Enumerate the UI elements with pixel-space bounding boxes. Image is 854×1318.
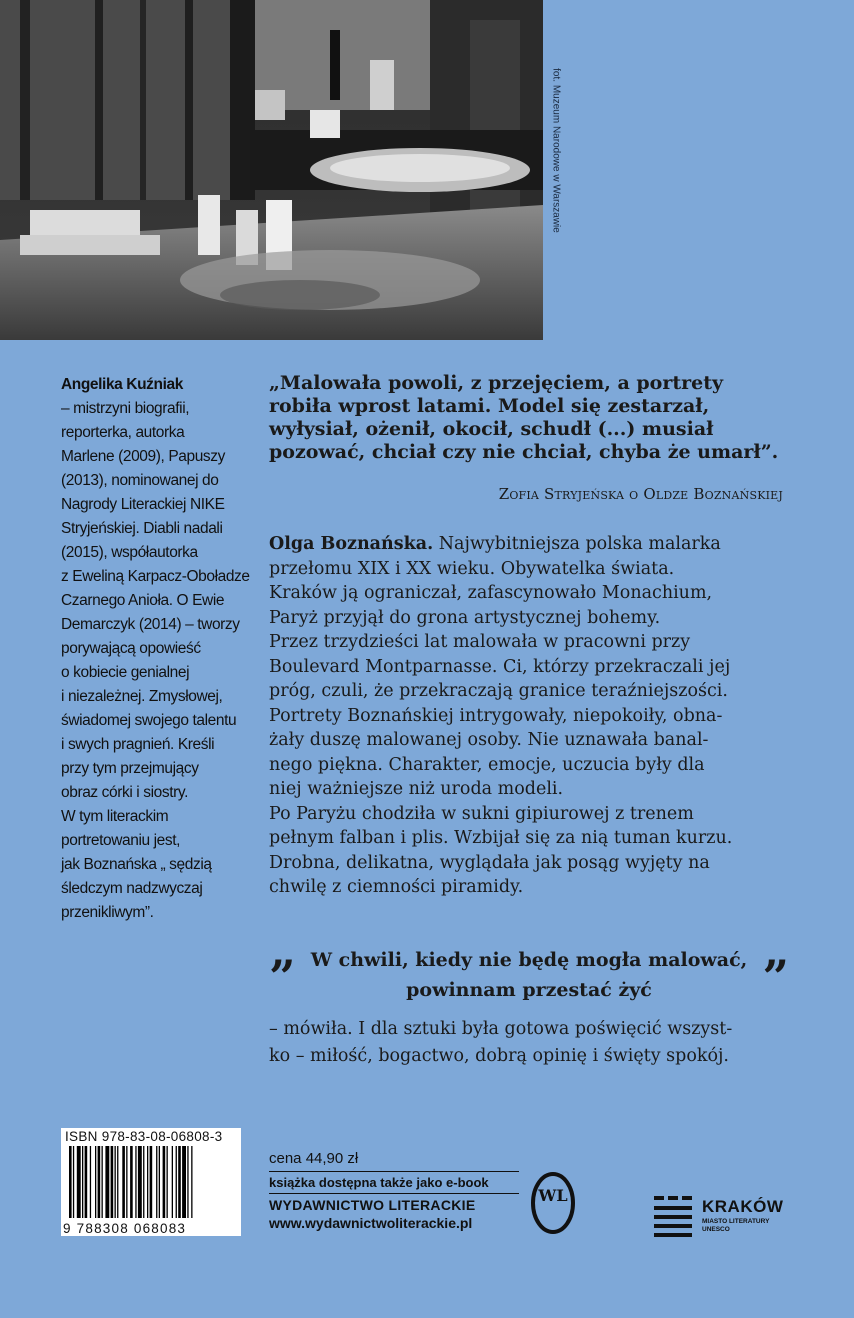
description-line: Kraków ją ograniczał, zafascynowało Monachium, [269, 583, 713, 603]
barcode-bar [156, 1146, 157, 1218]
bio-line: i swych pragnień. Kreśli [61, 736, 215, 753]
barcode-bar [176, 1146, 177, 1218]
boznanska-quote [269, 946, 789, 1006]
description-line: żały duszę malowanej osoby. Nie uznawała banal- [269, 730, 709, 750]
quote-line: pozować, chciał czy nie chciał, chyba że umarł”. [269, 441, 779, 463]
krakow-title: KRAKÓW [702, 1197, 784, 1216]
bio-line: i niezależnej. Zmysłowej, [61, 688, 223, 705]
ebook-note: książka dostępna także jako e-book [269, 1172, 519, 1194]
barcode-bar [163, 1146, 166, 1218]
publisher-info [269, 1150, 519, 1232]
barcode-bar [187, 1146, 188, 1218]
isbn-digits: 9 788308 068083 [63, 1221, 187, 1236]
bio-line: jak Boznańska „ sędzią [61, 856, 212, 873]
barcode-bar [130, 1146, 133, 1218]
tail-line: – mówiła. I dla sztuki była gotowa poświęcić wszyst- [269, 1019, 733, 1039]
barcode-bar [122, 1146, 125, 1218]
isbn-label: ISBN 978-83-08-06808-3 [65, 1129, 223, 1144]
author-name: Angelika Kuźniak [61, 376, 183, 393]
photo-credit-text: fot. Muzeum Narodowe w Warszawie [550, 68, 562, 233]
tail-line: ko – miłość, bogactwo, dobrą opinię i święty spokój. [269, 1046, 729, 1066]
barcode-bar [85, 1146, 88, 1218]
barcode-bar [105, 1146, 109, 1218]
bio-line: – mistrzyni biografii, [61, 400, 190, 417]
barcode-bar [73, 1146, 74, 1218]
barcode-bar [159, 1146, 160, 1218]
bio-line: Marlene (2009), Papuszy [61, 448, 225, 465]
barcode-bar [90, 1146, 91, 1218]
bio-line: (2013), nominowanej do [61, 472, 219, 489]
description-line: niej ważniejsze niż uroda modeli. [269, 779, 564, 799]
bio-line: Nagrody Literackiej NIKE [61, 496, 225, 513]
description-line: Najwybitniejsza polska malarka [433, 534, 721, 554]
barcode-bar [115, 1146, 116, 1218]
bio-line: śledczym nadzwyczaj [61, 880, 203, 897]
close-quote-mark: ” [762, 950, 789, 1004]
description-line: Portrety Boznańskiej intrygowały, niepokoiły, obna- [269, 705, 723, 726]
barcode-bar [135, 1146, 136, 1218]
bio-line: Stryjeńskiej. Diabli nadali [61, 520, 223, 537]
publisher-name: WYDAWNICTWO LITERACKIE [269, 1197, 476, 1213]
barcode-bar [69, 1146, 72, 1218]
description-lead: Olga Boznańska. [269, 534, 434, 554]
bio-line: W tym literackim [61, 808, 169, 825]
photo-credit [544, 0, 568, 340]
description-line: Po Paryżu chodziła w sukni gipiurowej z trenem [269, 803, 694, 824]
barcode-bar [95, 1146, 96, 1218]
open-quote-mark: ” [269, 950, 296, 1004]
bio-line: (2015), współautorka [61, 544, 198, 561]
barcode-bar [191, 1146, 192, 1218]
barcode-bar [117, 1146, 118, 1218]
studio-photo [0, 0, 543, 340]
author-bio [61, 373, 251, 925]
barcode-bar [77, 1146, 81, 1218]
quote-line: powinnam przestać żyć [406, 979, 652, 1001]
bio-line: przenikliwym”. [61, 904, 154, 921]
barcode-bar [167, 1146, 168, 1218]
barcode-bar [182, 1146, 186, 1218]
description-line: Drobna, delikatna, wyglądała jak posąg wyjęty na [269, 852, 710, 873]
description-line: Boulevard Montparnasse. Ci, którzy przekraczali jej [269, 656, 731, 677]
krakow-grid-icon [654, 1196, 692, 1238]
barcode-bar [172, 1146, 173, 1218]
barcode-bar [98, 1146, 101, 1218]
barcode-bar [147, 1146, 148, 1218]
barcode-bar [143, 1146, 144, 1218]
bio-line: obraz córki i siostry. [61, 784, 188, 801]
bio-line: świadomej swojego talentu [61, 712, 237, 729]
quote-line: wyłysiał, ożenił, okocił, schudł (...) musiał [269, 418, 714, 440]
bio-line: przy tym przejmujący [61, 760, 199, 777]
bio-line: z Eweliną Karpacz-Oboładze [61, 568, 250, 585]
krakow-sub2: UNESCO [702, 1226, 730, 1233]
quote-attribution: Zofia Stryjeńska o Oldze Boznańskiej [498, 485, 783, 503]
barcode-bar [111, 1146, 114, 1218]
quote-line: „Malowała powoli, z przejęciem, a portrety [269, 372, 724, 394]
book-description [269, 532, 789, 900]
description-tail [269, 1016, 789, 1070]
description-line: próg, czuli, że przekraczają granice teraźniejszości. [269, 681, 728, 701]
stryjenska-quote [269, 372, 789, 464]
isbn-barcode [61, 1128, 241, 1236]
krakow-unesco-logo [654, 1196, 794, 1240]
krakow-subtitle [702, 1218, 792, 1234]
price: cena 44,90 zł [269, 1150, 519, 1172]
description-line: Paryż przyjął do grona artystycznej bohemy. [269, 607, 661, 628]
barcode-bar [138, 1146, 142, 1218]
barcode-bar [178, 1146, 181, 1218]
quote-line: W chwili, kiedy nie będę mogła malować, [310, 949, 748, 971]
wl-logo-icon [530, 1172, 576, 1234]
bio-line: Czarnego Anioła. O Ewie [61, 592, 225, 609]
krakow-sub1: MIASTO LITERATURY [702, 1218, 770, 1225]
cover-photo [0, 0, 543, 340]
bio-line: o kobiecie genialnej [61, 664, 190, 681]
bio-line: porywającą opowieść [61, 640, 201, 657]
bio-line: portretowaniu jest, [61, 832, 181, 849]
description-line: nego piękna. Charakter, emocje, uczucia były dla [269, 754, 705, 775]
description-line: przełomu XIX i XX wieku. Obywatelka świata. [269, 558, 675, 579]
barcode-bar [150, 1146, 153, 1218]
quote-line: robiła wprost latami. Model się zestarzał, [269, 395, 710, 417]
barcode-bar [102, 1146, 103, 1218]
barcode-bar [126, 1146, 127, 1218]
description-line: pełnym falban i plis. Wzbijał się za nią tuman kurzu. [269, 828, 733, 848]
description-line: chwilę z ciemności piramidy. [269, 877, 524, 897]
wl-logo-text: WL [538, 1186, 568, 1205]
barcode-bar [82, 1146, 83, 1218]
bio-line: reporterka, autorka [61, 424, 185, 441]
barcode-bars [69, 1146, 235, 1218]
publisher-url[interactable]: www.wydawnictwoliterackie.pl [269, 1215, 473, 1231]
description-line: Przez trzydzieści lat malowała w pracowni przy [269, 632, 691, 652]
bio-line: Demarczyk (2014) – tworzy [61, 616, 240, 633]
